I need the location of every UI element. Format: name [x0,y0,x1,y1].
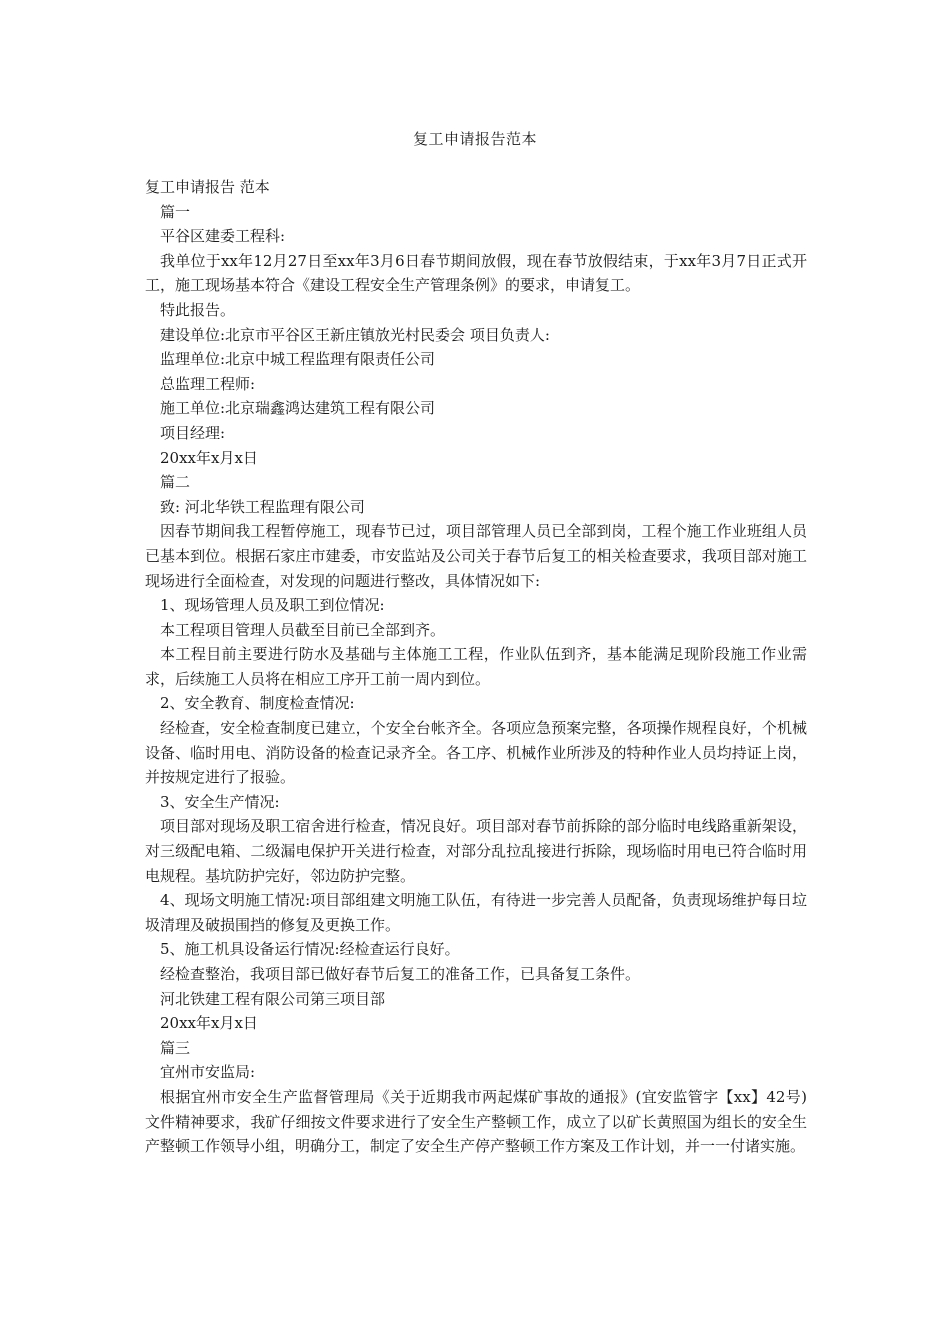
paragraph: 施工单位:北京瑞鑫鸿达建筑工程有限公司 [160,399,436,418]
paragraph: 总监理工程师: [160,374,256,393]
paragraph: 20xx年x月x日 [160,1014,258,1033]
paragraph: 2、安全教育、制度检查情况: [160,694,355,713]
paragraph: 根据宜州市安全生产监督管理局《关于近期我市两起煤矿事故的通报》(宜安监管字【xx】42号)文件精神要求，我矿仔细按文件要求进行了安全生产整顿工作，成立了以矿长黄照国为组长的安全生产整顿工作领导小组，明确分工，制定了安全生产停产整顿工作方案及工作计划，并一一付诸实施。 [145,1087,807,1156]
paragraph-section-1: 篇一 [160,202,191,221]
paragraph: 3、安全生产情况: [160,792,280,811]
paragraph: 因春节期间我工程暂停施工，现春节已过，项目部管理人员已全部到岗，工程个施工作业班组人员已基本到位。根据石家庄市建委，市安监站及公司关于春节后复工的相关检查要求，我项目部对施工现场进行全面检查，对发现的问题进行整改，具体情况如下: [145,522,807,590]
paragraph-section-3: 篇三 [160,1038,191,1057]
paragraph: 平谷区建委工程科: [160,227,286,246]
paragraph: 经检查整治，我项目部已做好春节后复工的准备工作，已具备复工条件。 [160,965,641,983]
paragraph: 4、现场文明施工情况:项目部组建文明施工队伍，有待进一步完善人员配备，负责现场维护每日垃圾清理及破损围挡的修复及更换工作。 [145,891,807,934]
paragraph: 监理单位:北京中城工程监理有限责任公司 [160,350,436,369]
paragraph: 项目经理: [160,423,226,442]
paragraph-subtitle: 复工申请报告 范本 [145,178,270,196]
paragraph: 20xx年x月x日 [160,448,258,467]
paragraph: 我单位于xx年12月27日至xx年3月6日春节期间放假，现在春节放假结束，于xx年3月7日正式开工，施工现场基本符合《建设工程安全生产管理条例》的要求，申请复工。 [145,251,807,295]
paragraph: 5、施工机具设备运行情况:经检查运行良好。 [160,940,460,959]
paragraph: 经检查，安全检查制度已建立，个安全台帐齐全。各项应急预案完整，各项操作规程良好，个机械设备、临时用电、消防设备的检查记录齐全。各工序、机械作业所涉及的特种作业人员均持证上岗，并按规定进行了报验。 [145,719,807,787]
paragraph: 宜州市安监局: [160,1063,256,1082]
paragraph: 1、现场管理人员及职工到位情况: [160,596,385,615]
paragraph: 本工程项目管理人员截至目前已全部到齐。 [160,620,446,639]
paragraph: 河北铁建工程有限公司第三项目部 [160,989,386,1008]
paragraph: 建设单位:北京市平谷区王新庄镇放光村民委会 项目负责人: [160,325,550,344]
document-title: 复工申请报告范本 [412,130,537,148]
document-body [145,175,807,1159]
paragraph: 特此报告。 [160,300,236,319]
paragraph: 本工程目前主要进行防水及基础与主体施工工程，作业队伍到齐，基本能满足现阶段施工作业需求，后续施工人员将在相应工序开工前一周内到位。 [145,645,807,688]
paragraph: 致: 河北华铁工程监理有限公司 [160,497,365,516]
paragraph: 项目部对现场及职工宿舍进行检查，情况良好。项目部对春节前拆除的部分临时电线路重新架设，对三级配电箱、二级漏电保护开关进行检查，对部分乱拉乱接进行拆除，现场临时用电已符合临时用电规程。基坑防护完好，邻边防护完整。 [145,817,807,885]
paragraph-section-2: 篇二 [160,473,191,492]
